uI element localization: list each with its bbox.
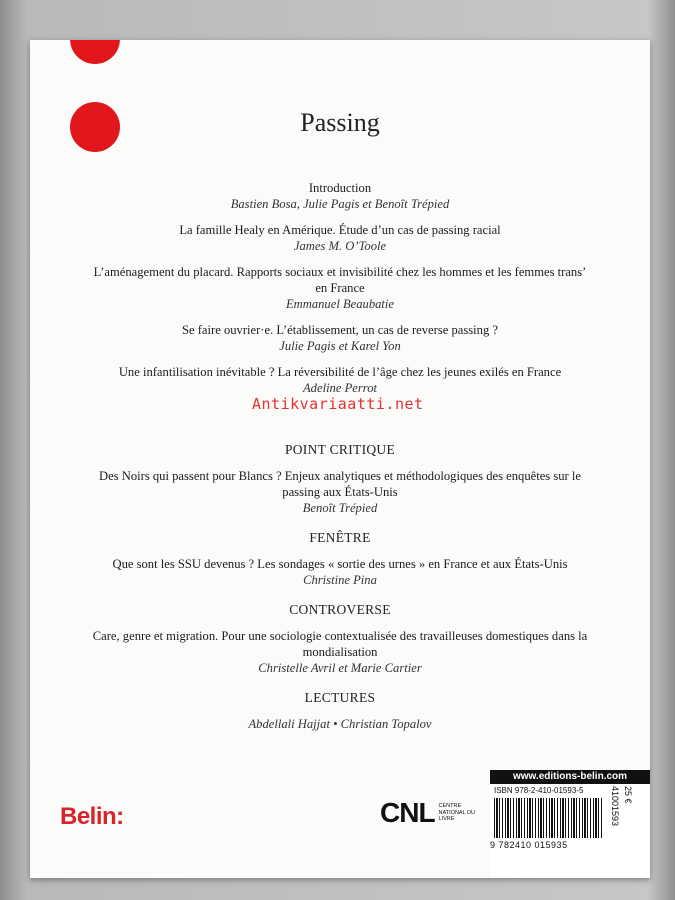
section-heading: CONTROVERSE <box>289 602 391 617</box>
barcode-panel <box>490 770 650 878</box>
entry-authors: Benoît Trépied <box>302 501 378 515</box>
entry-authors: Julie Pagis et Karel Yon <box>279 339 401 353</box>
cnl-label: CENTRE NATIONAL DU LIVRE <box>438 803 475 823</box>
entry-authors: Christine Pina <box>303 573 377 587</box>
cnl-logo <box>380 797 477 829</box>
entry-title: Se faire ouvrier·e. L’établissement, un cas de reverse passing ? <box>181 323 498 337</box>
entry-title: La famille Healy en Amérique. Étude d’un cas de passing racial <box>179 223 501 237</box>
red-dot-top <box>70 40 120 64</box>
toc-entry <box>90 364 590 396</box>
price: 25 € <box>623 786 633 804</box>
publisher-url: www.editions-belin.com <box>490 770 650 784</box>
toc-entry <box>90 628 590 676</box>
entry-authors: Abdellali Hajjat • Christian Topalov <box>248 717 432 731</box>
section-heading: FENÊTRE <box>309 530 371 545</box>
isbn-text: ISBN 978-2-410-01593-5 <box>494 786 584 795</box>
publisher-logo: Belin: <box>60 803 124 830</box>
entry-authors: Adeline Perrot <box>302 381 378 395</box>
toc-entry <box>90 264 590 312</box>
watermark-text: Antikvariaatti.net <box>252 395 424 413</box>
book-title: Passing <box>300 108 380 137</box>
entry-title: Une infantilisation inévitable ? La réversibilité de l’âge chez les jeunes exilés en France <box>118 365 562 379</box>
cnl-mark: CNL <box>380 797 435 828</box>
ean-number: 9 782410 015935 <box>490 840 568 850</box>
section-heading: POINT CRITIQUE <box>284 442 396 457</box>
entry-title: L’aménagement du placard. Rapports sociaux et invisibilité chez les hommes et les femmes trans’ en France <box>93 265 587 295</box>
product-code: 41001593 <box>610 786 620 827</box>
table-of-contents <box>90 180 590 742</box>
toc-entry <box>90 556 590 588</box>
section-heading: LECTURES <box>304 690 376 705</box>
toc-entry <box>90 180 590 212</box>
book-back-cover <box>30 40 650 878</box>
toc-entry <box>90 468 590 516</box>
barcode-icon <box>494 798 604 838</box>
entry-authors: James M. O’Toole <box>293 239 387 253</box>
toc-entry <box>90 222 590 254</box>
entry-title: Introduction <box>308 181 372 195</box>
toc-entry <box>90 322 590 354</box>
entry-title: Que sont les SSU devenus ? Les sondages « sortie des urnes » en France et aux États-Unis <box>112 557 568 571</box>
entry-title: Care, genre et migration. Pour une sociologie contextualisée des travailleuses domestiques dans la mondialisation <box>92 629 588 659</box>
entry-authors: Bastien Bosa, Julie Pagis et Benoît Trépied <box>230 197 450 211</box>
entry-authors: Christelle Avril et Marie Cartier <box>258 661 422 675</box>
toc-entry <box>90 716 590 732</box>
entry-authors: Emmanuel Beaubatie <box>285 297 395 311</box>
entry-title: Des Noirs qui passent pour Blancs ? Enjeux analytiques et méthodologiques des enquêtes sur le passing aux États-Unis <box>99 469 581 499</box>
